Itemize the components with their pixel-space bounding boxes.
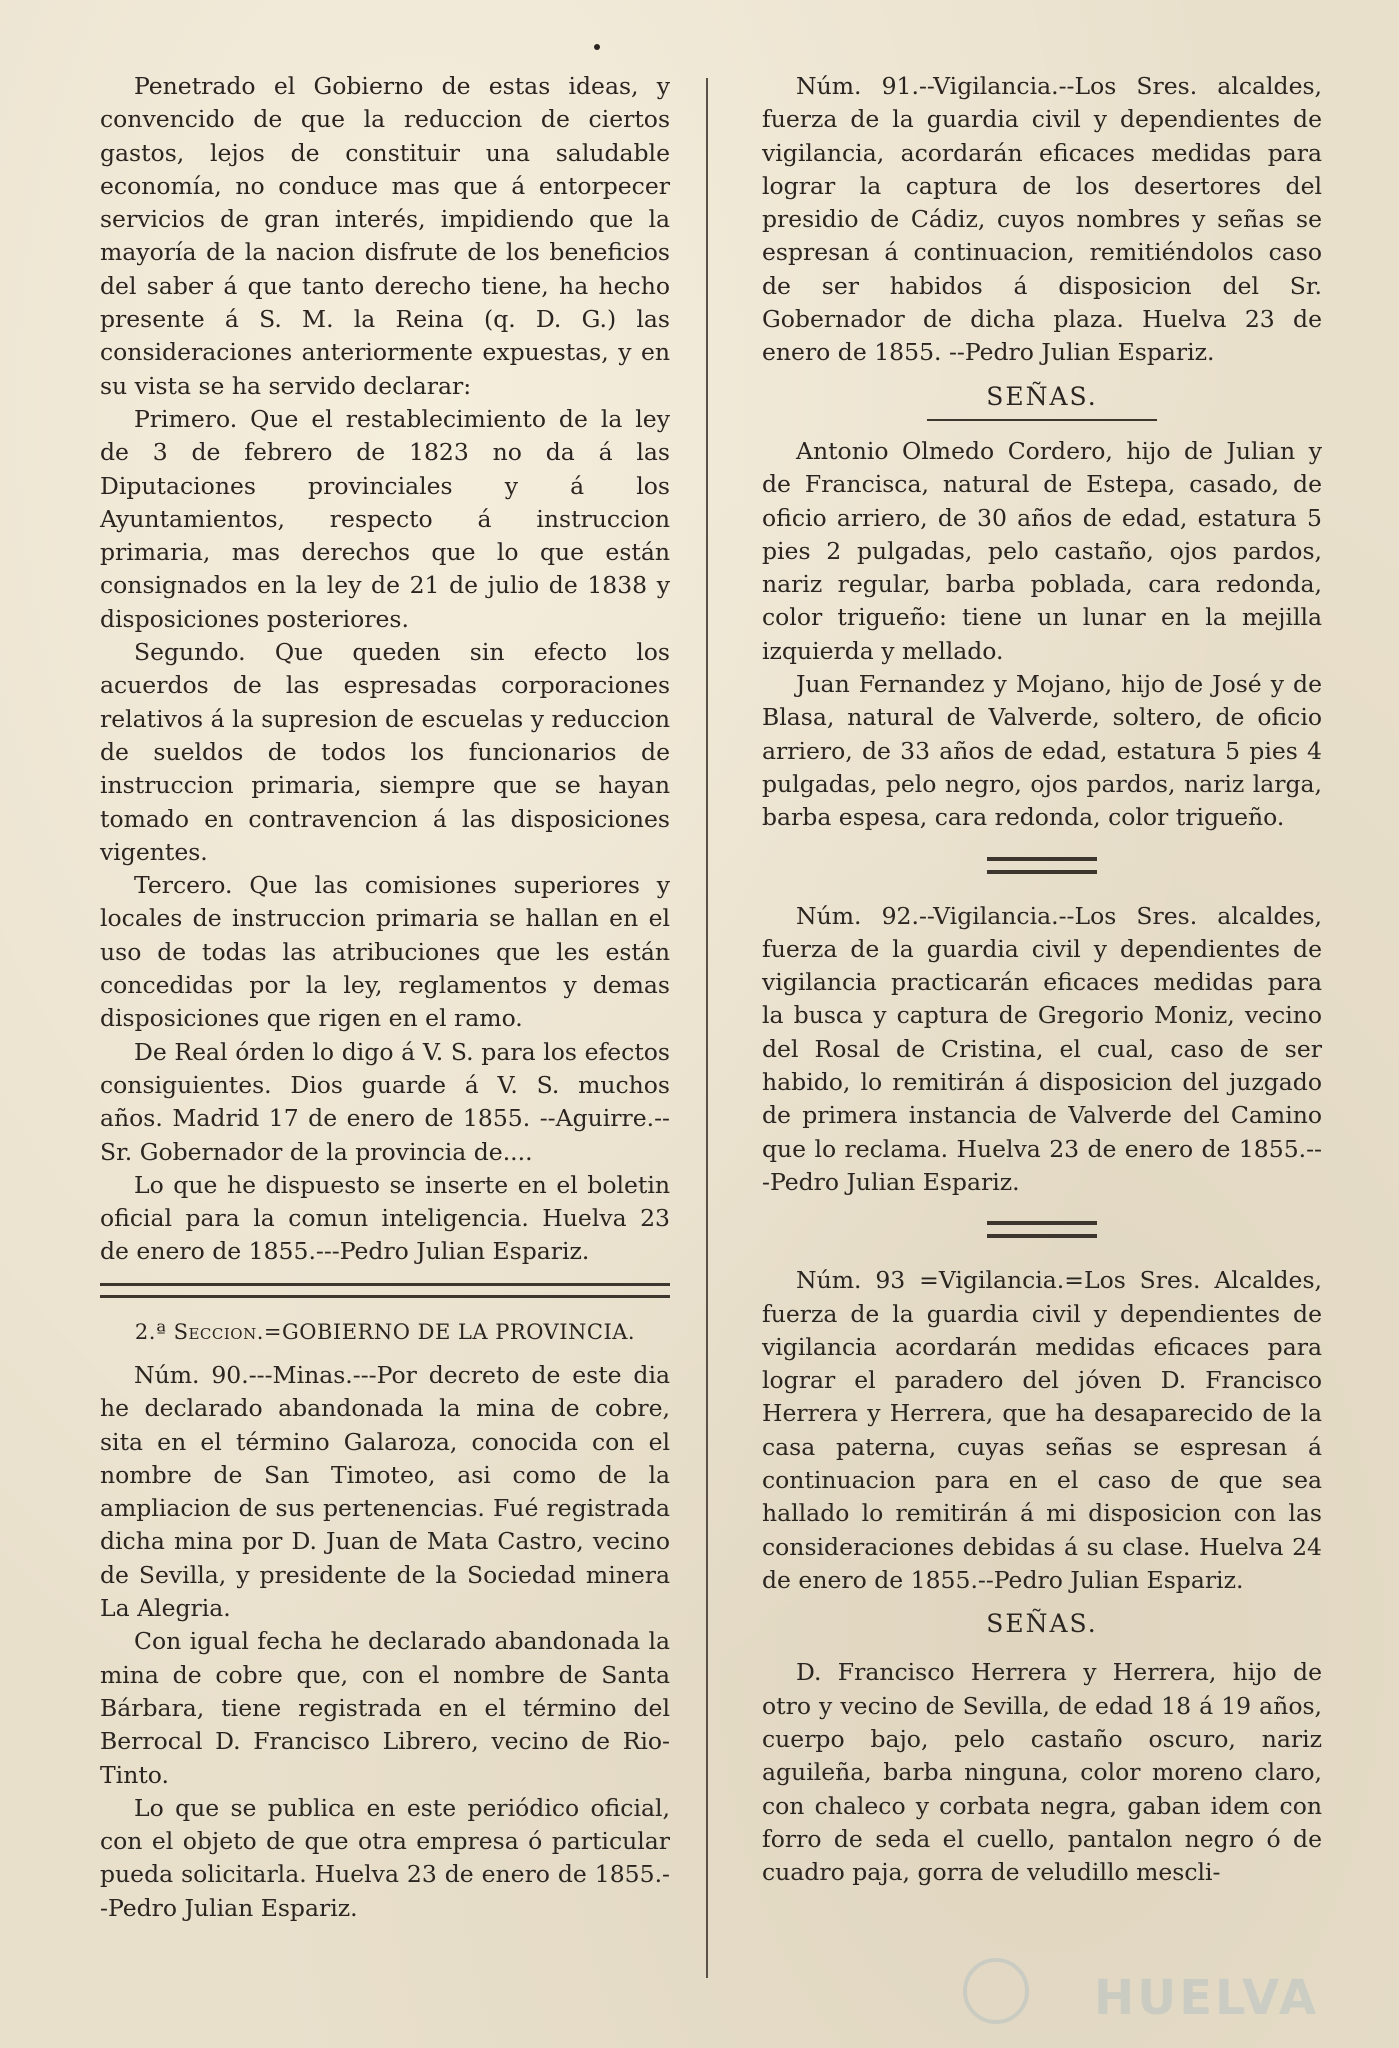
left-column bbox=[100, 70, 670, 1925]
paragraph-num-91: Núm. 91.--Vigilancia.--Los Sres. alcaldes, fuerza de la guardia civil y dependientes de vigilancia, acordarán eficaces medidas para lograr la captura de los desertores del presidio de Cádiz, cuyos nombres y señas se espresan á continuacion, remitiéndolos caso de ser habidos á disposicion del Sr. Gobernador de dicha plaza. Huelva 23 de enero de 1855. --Pedro Julian Espariz. bbox=[762, 72, 1322, 367]
paragraph-primero: Primero. Que el restablecimiento de la ley de 3 de febrero de 1823 no da á las Diputaciones provinciales y á los Ayuntamientos, respecto á instruccion primaria, mas derechos que lo que están consignados en la ley de 21 de julio de 1838 y disposiciones posteriores. bbox=[100, 404, 670, 633]
right-column bbox=[762, 70, 1322, 1890]
senas-heading: SEÑAS. bbox=[986, 1609, 1098, 1639]
paragraph-intro: Penetrado el Gobierno de estas ideas, y convencido de que la reduccion de ciertos gastos, lejos de constituir una saludable economía, no conduce mas que á entorpecer servicios de gran interés, impidiendo que la mayoría de la nacion disfrute de los beneficios del saber á que tanto derecho tiene, ha hecho presente á S. M. la Reina (q. D. G.) las consideraciones anteriormente expuestas, y en su vista se ha servido declarar: bbox=[100, 72, 670, 400]
section-heading bbox=[100, 1316, 670, 1349]
senas-rule bbox=[927, 419, 1157, 421]
paragraph-real-orden: De Real órden lo digo á V. S. para los efectos consiguientes. Dios guarde á V. S. muchos años. Madrid 17 de enero de 1855. --Aguirre.--Sr. Gobernador de la provincia de.... bbox=[100, 1037, 670, 1166]
paragraph-santa-barbara: Con igual fecha he declarado abandonada la mina de cobre que, con el nombre de Santa Bárbara, tiene registrada en el término del Berrocal D. Francisco Librero, vecino de Rio-Tinto. bbox=[100, 1627, 670, 1789]
print-dot bbox=[594, 44, 600, 50]
section-divider bbox=[100, 1283, 670, 1298]
paragraph-herrera: D. Francisco Herrera y Herrera, hijo de otro y vecino de Sevilla, de edad 18 á 19 años, cuerpo bajo, pelo castaño oscuro, nariz aguileña, barba ninguna, color moreno claro, con chaleco y corbata negra, gaban idem con forro de seda el cuello, pantalon negro ó de cuadro paja, gorra de veludillo mescli- bbox=[762, 1658, 1322, 1887]
column-rule bbox=[706, 78, 708, 1978]
paragraph-num-93: Núm. 93 =Vigilancia.=Los Sres. Alcaldes, fuerza de la guardia civil y dependientes de vigilancia acordarán medidas eficaces para lograr el paradero del jóven D. Francisco Herrera y Herrera, que ha desaparecido de la casa paterna, cuyas señas se espresan á continuacion para en el caso de que sea hallado lo remitirán á mi disposicion con las consideraciones debidas á su clase. Huelva 24 de enero de 1855.--Pedro Julian Espariz. bbox=[762, 1266, 1322, 1594]
item-divider bbox=[987, 857, 1097, 874]
section-prefix: 2.ª Seccion. bbox=[134, 1319, 264, 1344]
watermark-text: HUELVA bbox=[1094, 1970, 1319, 2026]
paragraph-fernandez: Juan Fernandez y Mojano, hijo de José y de Blasa, natural de Valverde, soltero, de oficio arriero, de 33 años de edad, estatura 5 pies 4 pulgadas, pelo negro, ojos pardos, nariz larga, barba espesa, cara redonda, color trigueño. bbox=[762, 670, 1322, 832]
paragraph-num-92: Núm. 92.--Vigilancia.--Los Sres. alcaldes, fuerza de la guardia civil y dependientes de vigilancia practicarán eficaces medidas para la busca y captura de Gregorio Moniz, vecino del Rosal de Cristina, el cual, caso de ser habido, lo remitirán á disposicion del juzgado de primera instancia de Valverde del Camino que lo reclama. Huelva 23 de enero de 1855.---Pedro Julian Espariz. bbox=[762, 901, 1322, 1196]
paragraph-tercero: Tercero. Que las comisiones superiores y locales de instruccion primaria se hallan en el uso de todas las atribuciones que les están concedidas por la ley, reglamentos y demas disposiciones que rigen en el ramo. bbox=[100, 871, 670, 1033]
watermark-emblem bbox=[963, 1958, 1029, 2024]
paragraph-boletin: Lo que he dispuesto se inserte en el boletin oficial para la comun inteligencia. Huelva 23 de enero de 1855.---Pedro Julian Espariz. bbox=[100, 1170, 670, 1266]
item-divider bbox=[987, 1221, 1097, 1238]
paragraph-num-90: Núm. 90.---Minas.---Por decreto de este dia he declarado abandonada la mina de cobre, sita en el término Galaroza, conocida con el nombre de San Timoteo, asi como de la ampliacion de sus pertenencias. Fué registrada dicha mina por D. Juan de Mata Castro, vecino de Sevilla, y presidente de la Sociedad minera La Alegria. bbox=[100, 1360, 670, 1623]
paragraph-publica: Lo que se publica en este periódico oficial, con el objeto de que otra empresa ó particular pueda solicitarla. Huelva 23 de enero de 1855.--Pedro Julian Espariz. bbox=[100, 1793, 670, 1922]
paragraph-olmedo: Antonio Olmedo Cordero, hijo de Julian y de Francisca, natural de Estepa, casado, de oficio arriero, de 30 años de edad, estatura 5 pies 2 pulgadas, pelo castaño, ojos pardos, nariz regular, barba poblada, cara redonda, color trigueño: tiene un lunar en la mejilla izquierda y mellado. bbox=[762, 436, 1322, 665]
senas-heading: SEÑAS. bbox=[986, 381, 1098, 411]
paragraph-segundo: Segundo. Que queden sin efecto los acuerdos de las espresadas corporaciones relativos á la supresion de escuelas y reduccion de sueldos de todos los funcionarios de instruccion primaria, siempre que se hayan tomado en contravencion á las disposiciones vigentes. bbox=[100, 638, 670, 866]
section-title: =GOBIERNO DE LA PROVINCIA. bbox=[263, 1319, 636, 1344]
